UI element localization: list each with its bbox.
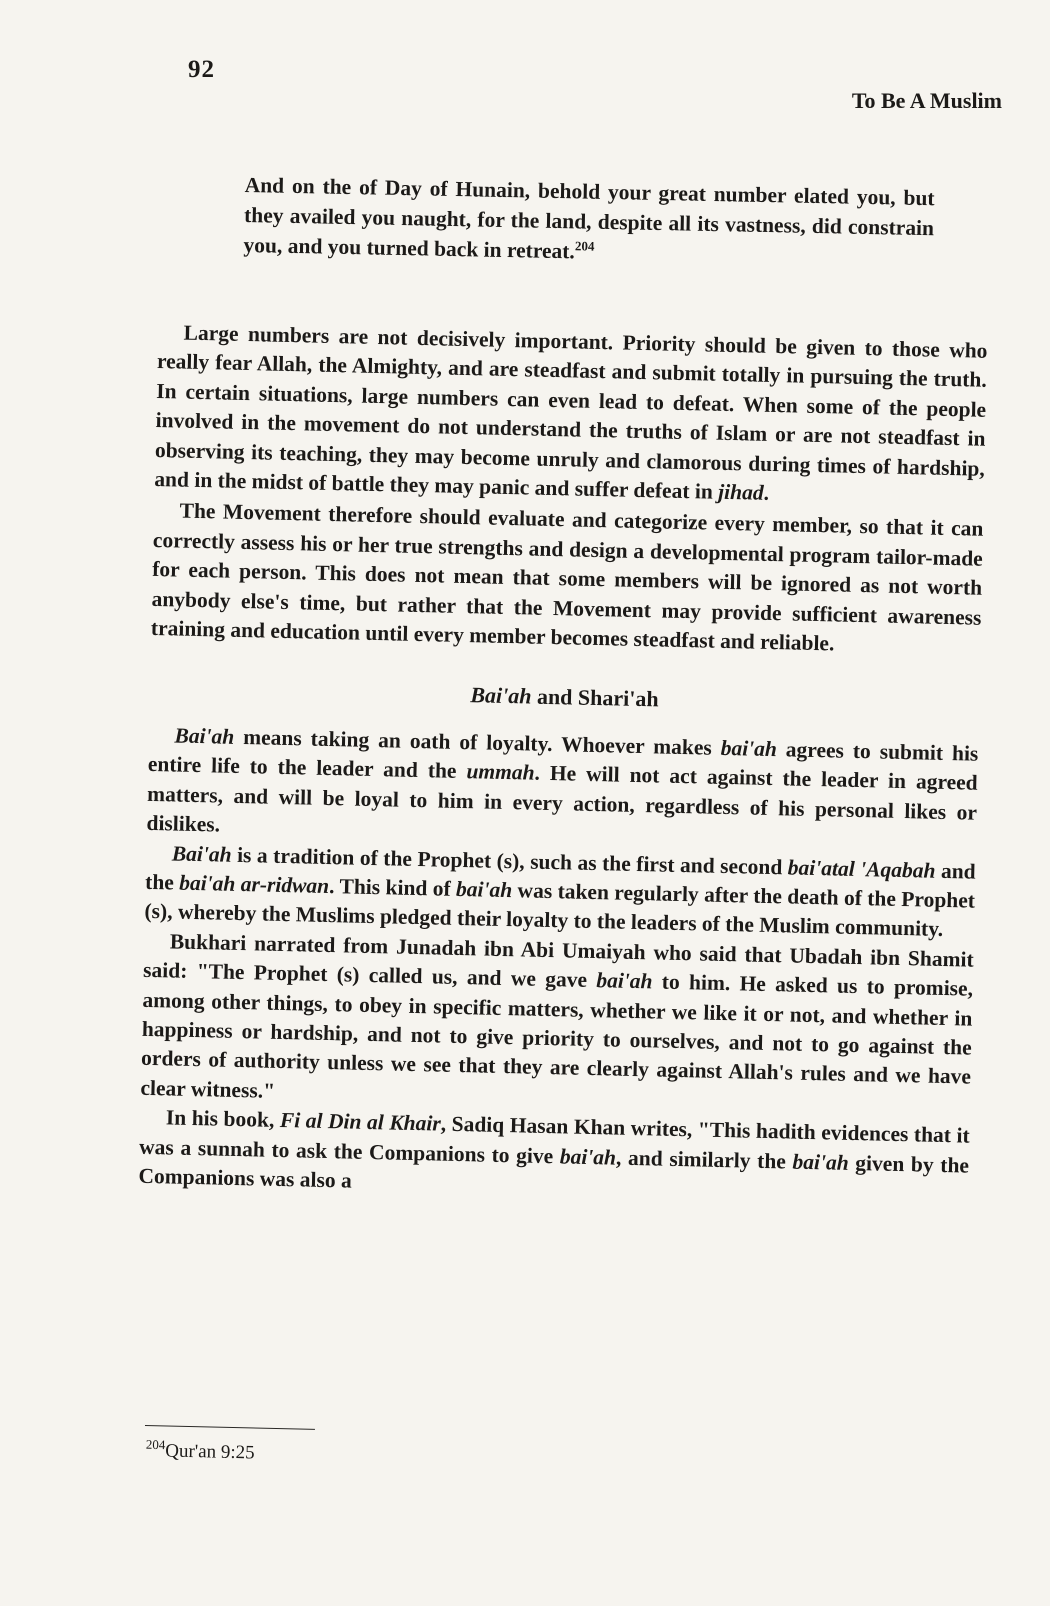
body-text <box>138 318 988 1210</box>
quran-quote <box>243 170 935 273</box>
footnote-number: 204 <box>145 1436 166 1453</box>
running-title: To Be A Muslim <box>851 88 1002 113</box>
footnote <box>145 1436 255 1464</box>
footnote-ref: 204 <box>574 238 595 254</box>
paragraph: Bukhari narrated from Junadah ibn Abi Umaiyah who said that Ubadah ibn Shamit said: "The Prophet (s) called us, and we gave bai'ah to him. He asked us to promise, among other things, to obey in specific matters, whether we like it or not, and whether in happiness or hardship, and not to give priority to ourselves, and not to go against the orders of authority unless we see that they are clearly against Allah's rules and we have clear witness." <box>140 929 974 1103</box>
term-jihad: jihad <box>717 479 764 505</box>
footnote-rule <box>145 1425 315 1430</box>
paragraph: The Movement therefore should evaluate and categorize every member, so that it can correctly assess his or her true strengths and design a developmental program tailor-made for each person. This does not mean that some members will be ignored as not worth anybody else's time, but rather that the Movement may provide sufficient awareness training and education until every member becomes steadfast and reliable. <box>150 498 984 656</box>
quote-text: And on the of Day of Hunain, behold your great number elated you, but they availed you naught, for the land, despite all its vastness, did constrain you, and you turned back in retreat. <box>243 172 935 264</box>
paragraph: Large numbers are not decisively important. Priority should be given to those who really fear Allah, the Almighty, and are steadfast and submit totally in pursuing the truth. In certain situations, large numbers can even lead to defeat. When some of the people involved in the movement do not understand the truths of Islam or are not steadfast in observing its teaching, they may become unruly and clamorous during times of hardship, and in the midst of battle they may panic and suffer defeat in jihad. <box>154 320 988 505</box>
page-number: 92 <box>188 56 215 83</box>
section-heading: Bai'ah and Shari'ah <box>470 682 659 712</box>
paragraph: In his book, Fi al Din al Khair, Sadiq Hasan Khan writes, "This hadith evidences that it was a sunnah to ask the Companions to give bai'ah, and similarly the bai'ah given by the Companions was also a <box>138 1105 970 1193</box>
paragraph: Bai'ah is a tradition of the Prophet (s), such as the first and second bai'atal 'Aqabah and the bai'ah ar-ridwan. This kind of bai'ah was taken regularly after the death of the Prophet (s), whereby the Muslims pledged their loyalty to the leaders of the Muslim community. <box>144 840 976 942</box>
footnote-text: Qur'an 9:25 <box>165 1440 255 1464</box>
paragraph: Bai'ah means taking an oath of loyalty. Whoever makes bai'ah agrees to submit his entire life to the leader and the ummah. He will not act against the leader in agreed matters, and will be loyal to him in every action, regardless of his personal likes or dislikes. <box>146 723 979 837</box>
